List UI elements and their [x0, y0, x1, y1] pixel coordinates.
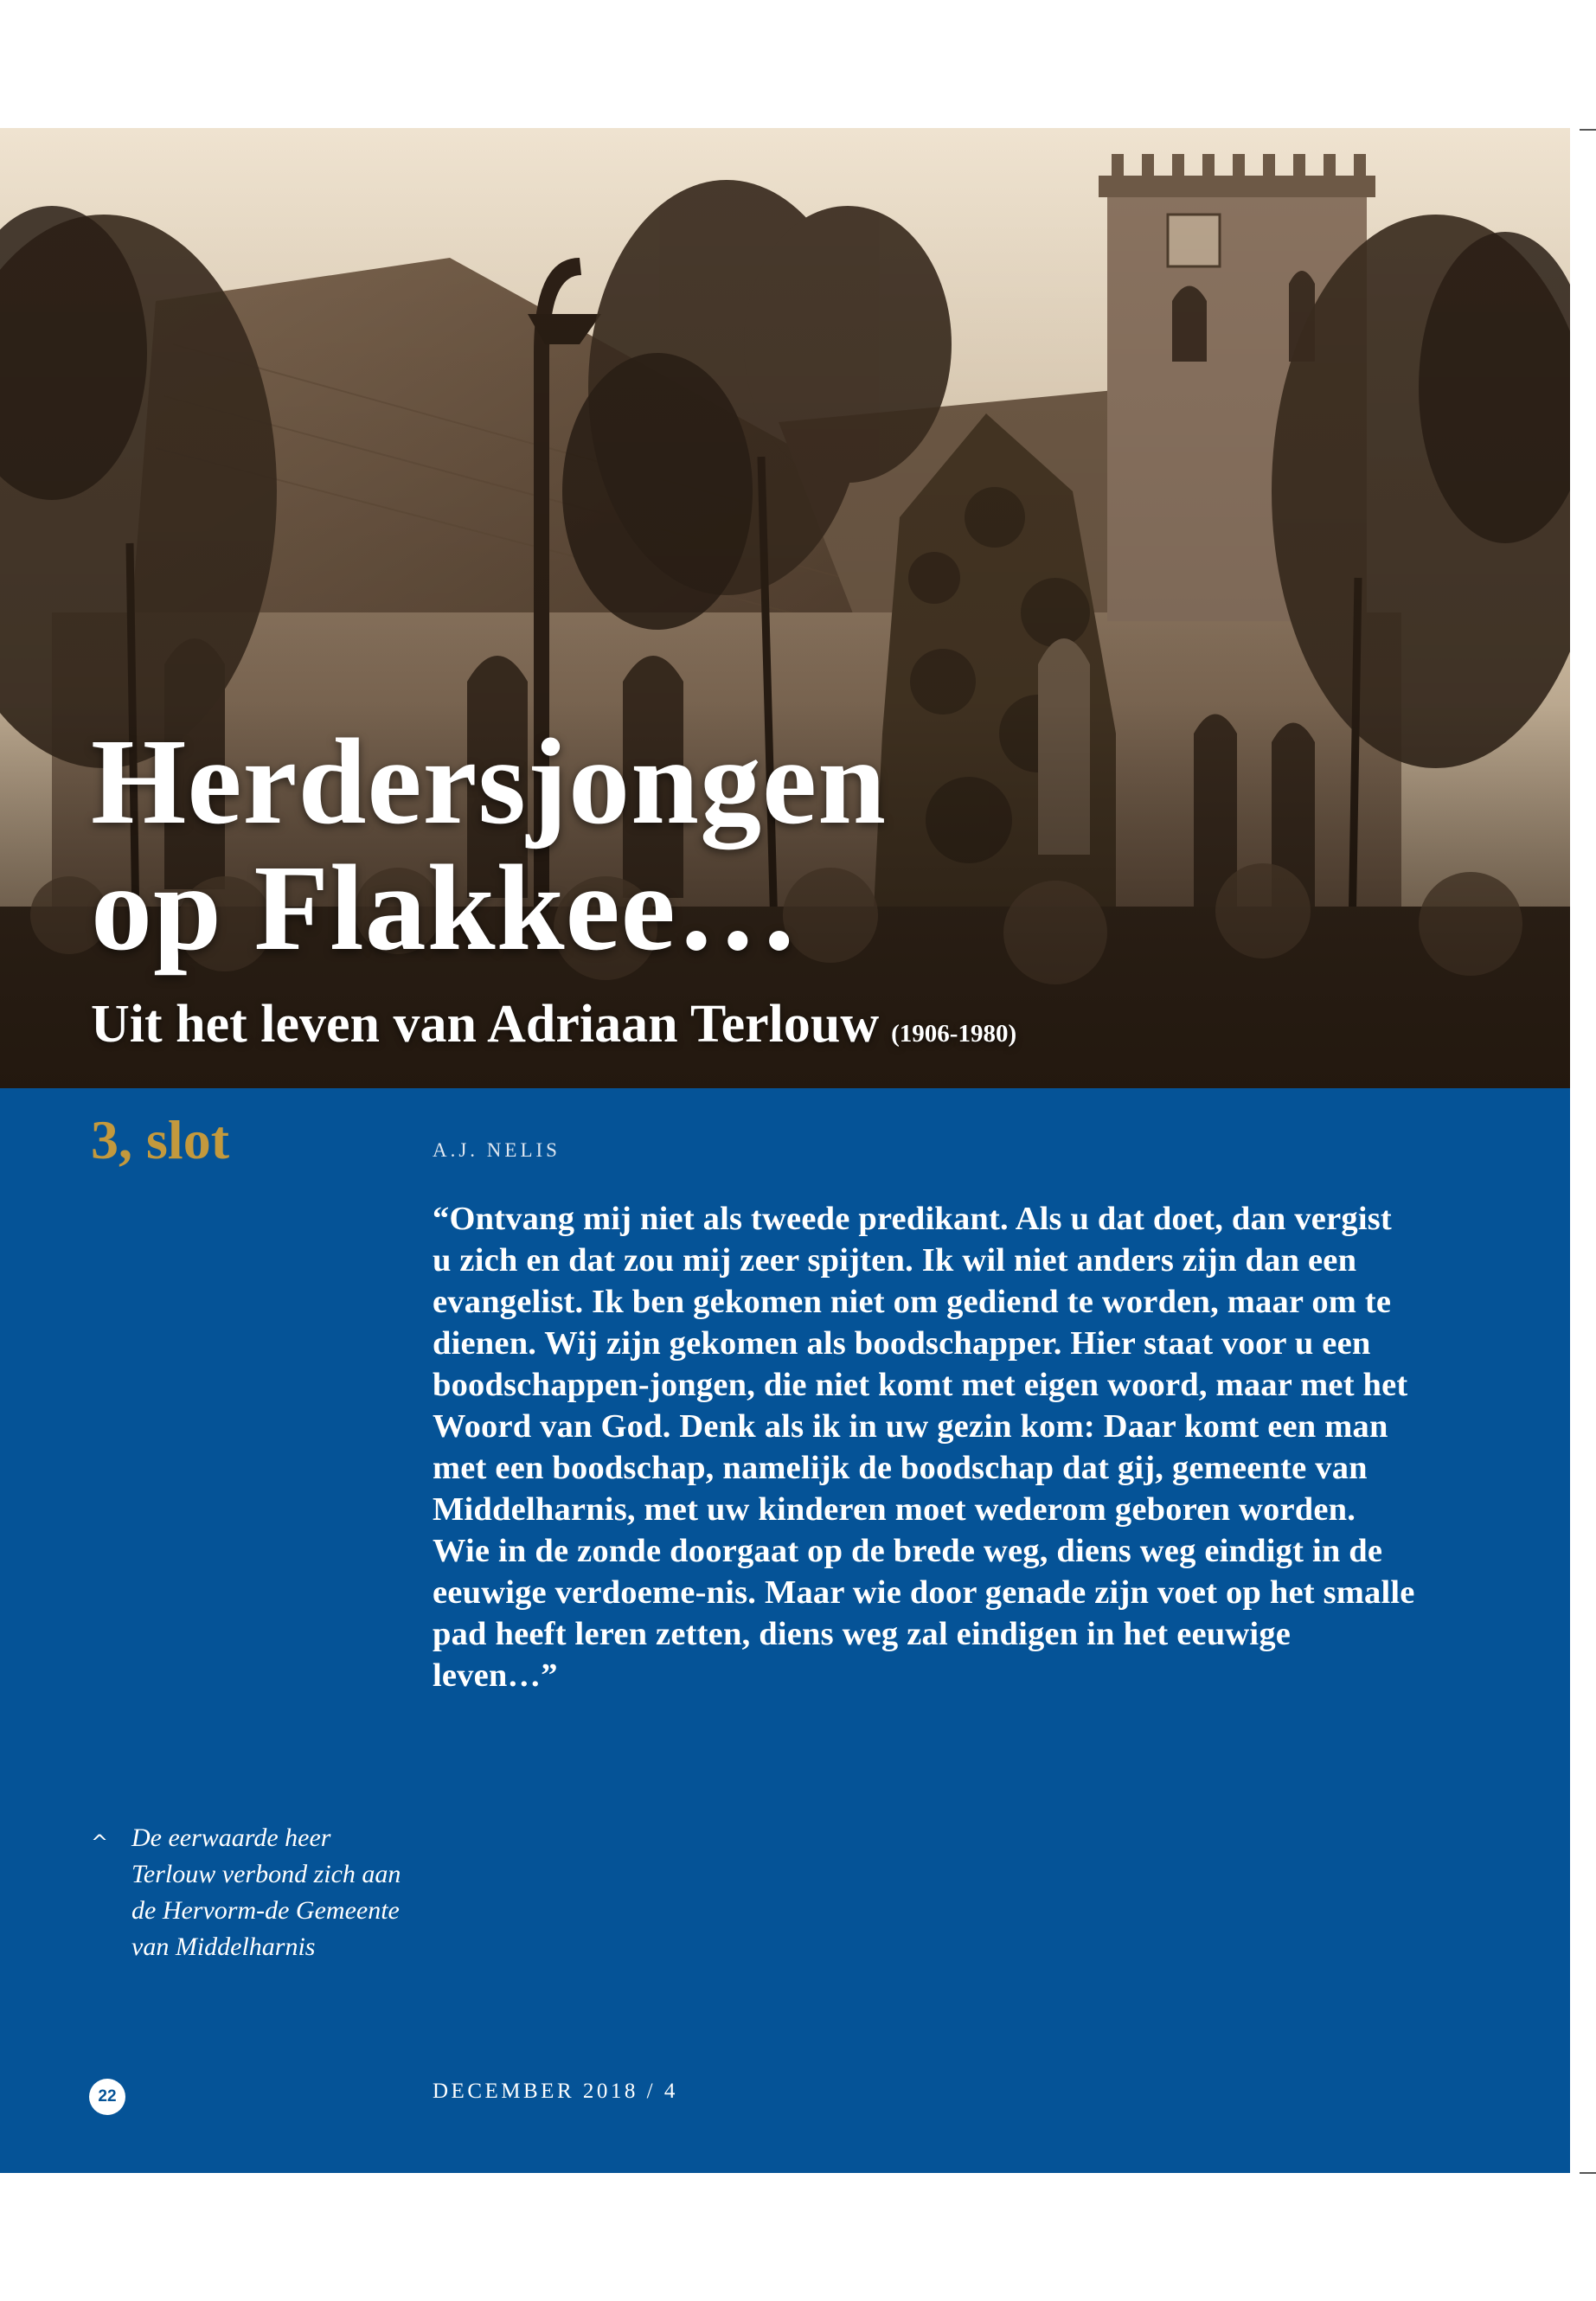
- photo-caption: De eerwaarde heer Terlouw verbond zich aan de Hervorm-de Gemeente van Middelharnis: [131, 1823, 401, 1961]
- series-part-label: 3, slot: [91, 1109, 229, 1170]
- page-number-badge: 22: [89, 2079, 125, 2115]
- subtitle-text: Uit het leven van Adriaan Terlouw: [91, 995, 880, 1054]
- crop-mark-bottom: [1580, 2172, 1596, 2174]
- intro-quote: “Ontvang mij niet als tweede predikant. Als u dat doet, dan vergist u zich en dat zou mij zeer spijten. Ik wil niet anders zijn dan een evangelist. Ik ben gekomen niet om gediend te worden, maar om te dienen. Wij zijn gekomen als boodschapper. Hier staat voor u een boodschappen-jongen, die niet komt met eigen woord, maar met het Woord van God. Denk als ik in uw gezin kom: Daar komt een man met een boodschap, namelijk de boodschap dat gij, gemeente van Middelharnis, met uw kinderen moet wederom geboren worden. Wie in de zonde doorgaat op de brede weg, diens weg eindigt in de eeuwige verdoeme-nis. Maar wie door genade zijn voet op het smalle pad heeft leren zetten, diens weg zal eindigen in het eeuwige leven…”: [433, 1201, 1415, 1694]
- issue-label: DECEMBER 2018 / 4: [433, 2080, 678, 2103]
- crop-mark-top: [1580, 129, 1596, 131]
- author-byline: A.J. NELIS: [433, 1139, 561, 1161]
- caption-arrow-icon: ^: [91, 1830, 109, 1855]
- article-title: [91, 713, 888, 977]
- subtitle-years: (1906-1980): [891, 1020, 1017, 1048]
- article-subtitle: [91, 995, 1016, 1054]
- title-line-2: op Flakkee…: [91, 839, 800, 977]
- title-line-1: Herdersjongen: [91, 713, 888, 849]
